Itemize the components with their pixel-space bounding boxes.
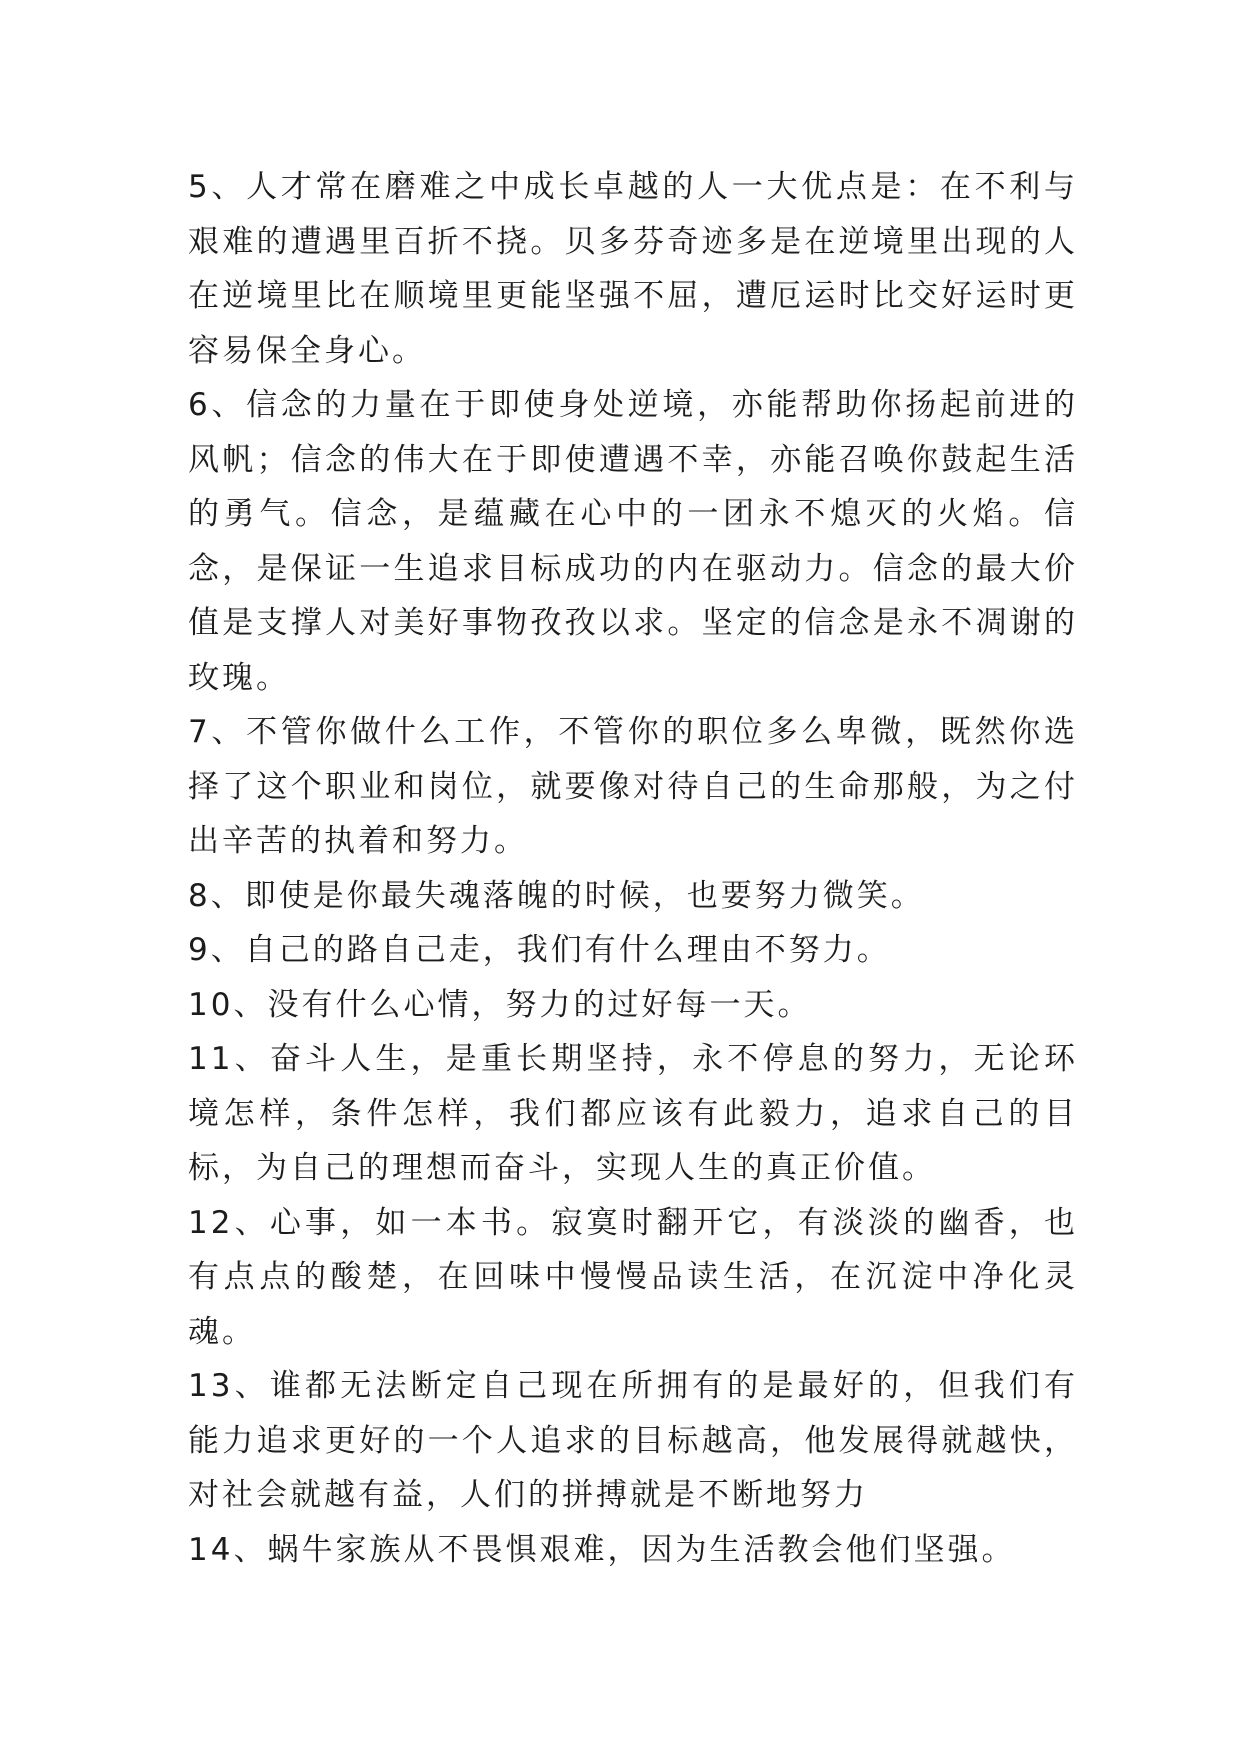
quote-item-5: 5、人才常在磨难之中成长卓越的人一大优点是：在不利与艰难的遭遇里百折不挠。贝多芬奇迹多是在逆境里出现的人在逆境里比在顺境里更能坚强不屈，遭厄运时比交好运时更容易保全身心。 bbox=[188, 169, 1078, 369]
quote-item-14: 14、蜗牛家族从不畏惧艰难，因为生活教会他们坚强。 bbox=[188, 1531, 1016, 1568]
quote-item-12: 12、心事，如一本书。寂寞时翻开它，有淡淡的幽香，也有点点的酸楚，在回味中慢慢品读生活，在沉淀中净化灵魂。 bbox=[188, 1204, 1078, 1350]
quote-item-7: 7、不管你做什么工作，不管你的职位多么卑微，既然你选择了这个职业和岗位，就要像对待自己的生命那般，为之付出辛苦的执着和努力。 bbox=[188, 714, 1078, 859]
quote-item-8: 8、即使是你最失魂落魄的时候，也要努力微笑。 bbox=[188, 877, 925, 914]
quote-item-13: 13、谁都无法断定自己现在所拥有的是最好的，但我们有能力追求更好的一个人追求的目标越高，他发展得就越快，对社会就越有益，人们的拼搏就是不断地努力 bbox=[188, 1368, 1078, 1513]
quote-item-9: 9、自己的路自己走，我们有什么理由不努力。 bbox=[188, 932, 891, 968]
quote-item-6: 6、信念的力量在于即使身处逆境，亦能帮助你扬起前进的风帆；信念的伟大在于即使遭遇不幸，亦能召唤你鼓起生活的勇气。信念，是蕴藏在心中的一团永不熄灭的火焰。信念，是保证一生追求目标成功的内在驱动力。信念的最大价值是支撑人对美好事物孜孜以求。坚定的信念是永不凋谢的玫瑰。 bbox=[188, 387, 1078, 696]
quote-item-10: 10、没有什么心情，努力的过好每一天。 bbox=[188, 986, 812, 1023]
document-body bbox=[188, 160, 1078, 1577]
quote-item-11: 11、奋斗人生，是重长期坚持，永不停息的努力，无论环境怎样，条件怎样，我们都应该有此毅力，追求自己的目标，为自己的理想而奋斗，实现人生的真正价值。 bbox=[188, 1041, 1078, 1186]
